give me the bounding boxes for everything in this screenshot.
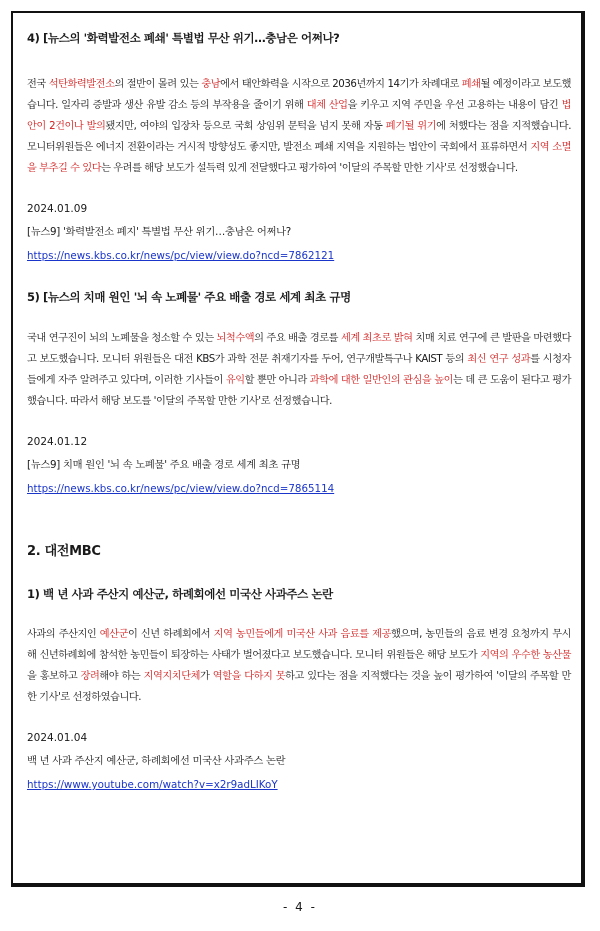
paragraph-text: 에 처했다는 점을 지적했습니다. 모니터위원들은 에너지 전환이라는 거시적 방향성도 좋지만, 발전소 폐쇄 지역을 지원하는 법안이 국회에서 표류하면서 [27,121,571,153]
paragraph-text: 을 홍보하고 [27,671,81,682]
highlighted-text: 장려 [80,671,100,682]
article-link[interactable]: https://news.kbs.co.kr/news/pc/view/view.do?ncd=7865114 [27,483,335,495]
highlighted-text: 폐기될 위기 [385,121,437,132]
highlighted-text: 최신 연구 성과 [467,354,531,365]
highlighted-text: 지역 농민들에게 미국산 사과 음료를 제공 [213,629,391,640]
paragraph-text: 이 신년 하례회에서 [127,629,214,640]
paragraph-text: 해야 하는 [99,671,144,682]
paragraph-text: 할 뿐만 아니라 [244,375,310,386]
highlighted-text: 예산군 [99,629,128,640]
paragraph-text: 의 주요 배출 경로를 [254,333,341,344]
highlighted-text: 유익 [225,375,245,386]
article-link[interactable]: https://news.kbs.co.kr/news/pc/view/view.do?ncd=7862121 [27,250,335,262]
page-content [27,30,571,792]
paragraph-text: 될 예정이라고 보도했습니다. 일자리 증발과 생산 유발 감소 등의 부작용을 줄이기 위해 [27,79,571,111]
highlighted-text: 지역지치단체 [143,671,200,682]
paragraph-text: 가 [199,671,213,682]
section-title: 2. 대전MBC [27,544,101,559]
article-date: 2024.01.12 [27,436,88,448]
article-reference-title: 백 년 사과 주산지 예산군, 하례회에선 미국산 사과주스 논란 [27,755,286,767]
paragraph-text: 는 우려를 해당 보도가 설득력 있게 전달했다고 평가하여 '이달의 주목할 만한 기사'로 선정했습니다. [101,163,518,174]
highlighted-text: 법안이 2건이나 발의 [27,100,571,132]
highlighted-text: 충남 [201,79,221,90]
paragraph-text: 사과의 주산지인 [27,629,100,640]
article-paragraph [27,624,571,708]
article-reference-title: [뉴스9] '화력발전소 폐지' 특별법 무산 위기…충남은 어쩌나? [27,226,291,238]
paragraph-text: 됐지만, 여야의 입장차 등으로 국회 상임위 문턱을 넘지 못해 자동 [105,121,386,132]
highlighted-text: 지역의 우수한 농산물 [480,650,571,661]
article-paragraph [27,74,571,179]
highlighted-text: 뇌척수액 [216,333,255,344]
article-paragraph [27,328,571,412]
paragraph-text: 를 시청자들에게 자주 알려주고 있다며, 이러한 기사들이 [27,354,571,386]
paragraph-text: 전국 [27,79,49,90]
highlighted-text: 지역 소멸을 부추길 수 있다 [27,142,571,174]
article-reference-title: [뉴스9] 치매 원인 '뇌 속 노폐물' 주요 배출 경로 세계 최초 규명 [27,459,301,471]
highlighted-text: 폐쇄 [461,79,481,90]
paragraph-text: 을 키우고 지역 주민을 우선 고용하는 내용이 담긴 [347,100,562,111]
article-heading: 1) 백 년 사과 주산지 예산군, 하례회에선 미국산 사과주스 논란 [27,587,333,601]
article-heading: 5) [뉴스의 치매 원인 '뇌 속 노폐물' 주요 배출 경로 세계 최초 규명 [27,290,351,304]
paragraph-text: 했으며, 농민들의 음료 변경 요청까지 무시 해 신년하례회에 참석한 농민들이 퇴장하는 사태가 벌어졌다고 보도했습니다. 모니터 위원들은 해당 보도가 [27,629,571,661]
paragraph-text: 치매 치료 연구에 큰 발판을 마련했다고 보도했습니다. 모니터 위원들은 대전 KBS가 과학 전문 취재기자를 두어, 연구개발특구나 KAIST 등의 [27,333,571,365]
paragraph-text: 국내 연구진이 뇌의 노폐물을 청소할 수 있는 [27,333,217,344]
highlighted-text: 역할을 다하지 못 [212,671,286,682]
paragraph-text: 에서 태안화력을 시작으로 2036년까지 14기가 차례대로 [220,79,462,90]
highlighted-text: 대체 산업 [306,100,348,111]
highlighted-text: 세계 최초로 밝혀 [340,333,413,344]
article-heading: 4) [뉴스의 '화력발전소 폐쇄' 특별법 무산 위기…충남은 어쩌나? [27,31,340,45]
paragraph-text: 는 데 큰 도움이 된다고 평가했습니다. 따라서 해당 보도를 '이달의 주목할 만한 기사'로 선정했습니다. [27,375,571,407]
paragraph-text: 의 절반이 몰려 있는 [114,79,202,90]
highlighted-text: 과학에 대한 일반인의 관심을 높이 [309,375,453,386]
article-date: 2024.01.09 [27,203,88,215]
paragraph-text: 하고 있다는 점을 지적했다는 것을 높이 평가하여 '이달의 주목할 만한 기사'로 선정하였습니다. [27,671,571,703]
article-date: 2024.01.04 [27,732,88,744]
page-number: - 4 - [283,900,317,914]
article-link[interactable]: https://www.youtube.com/watch?v=x2r9adLIKoY [27,779,278,791]
highlighted-text: 석탄화력발전소 [48,79,115,90]
